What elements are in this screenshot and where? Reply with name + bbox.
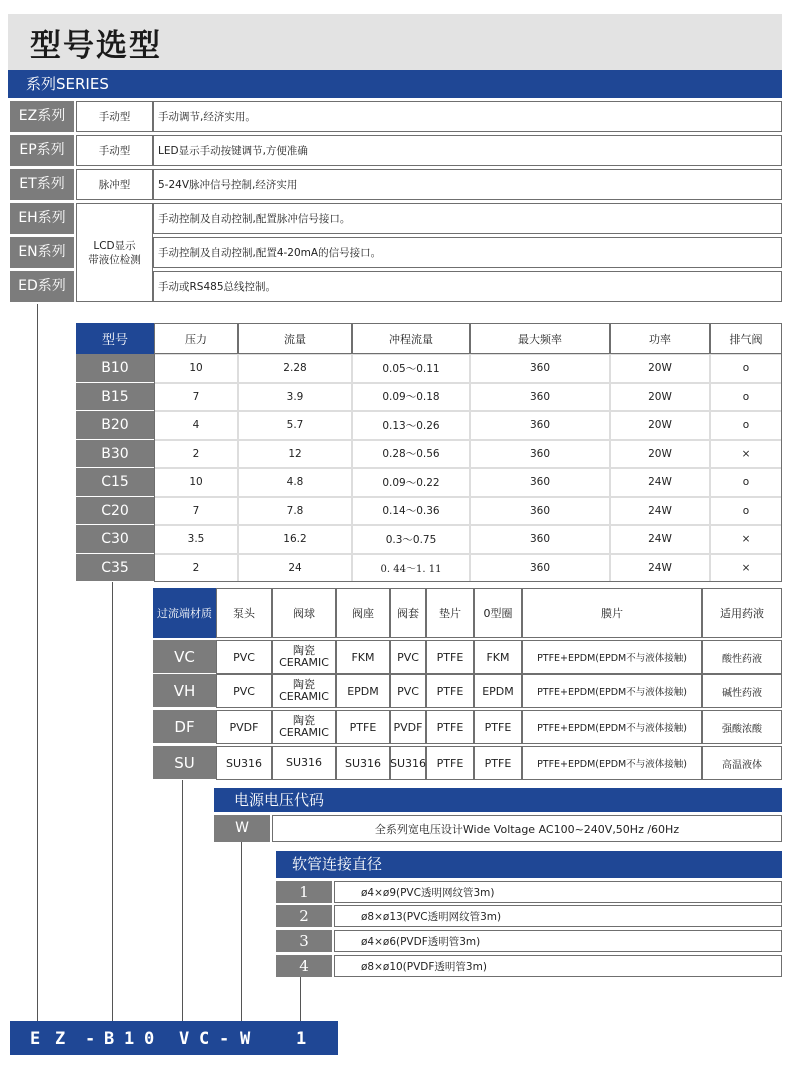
material-code: VC — [153, 640, 216, 674]
merged-type-line1: LCD显示 — [93, 239, 136, 252]
model-code: B20 — [76, 411, 154, 440]
model-cell: 5.7 — [238, 411, 352, 440]
material-cell: PTFE+EPDM(EPDM不与液体接触) — [522, 710, 702, 744]
connector-hose — [300, 977, 301, 1021]
material-cell: FKM — [336, 640, 390, 674]
connector-voltage — [241, 842, 242, 1021]
model-cell: × — [710, 440, 782, 469]
model-cell: 4.8 — [238, 468, 352, 497]
page-title: 型号选型 — [30, 28, 162, 64]
model-cell: 360 — [470, 411, 610, 440]
model-cell: 0.28～0.56 — [352, 440, 470, 469]
model-code: C35 — [76, 554, 154, 583]
material-header-cell: 适用药液 — [702, 588, 782, 638]
example-code-char: - — [219, 1029, 230, 1049]
example-code-char: 0 — [144, 1029, 155, 1049]
model-cell: 2 — [154, 440, 238, 469]
example-code-char: Z — [55, 1029, 66, 1049]
model-cell: o — [710, 383, 782, 412]
series-desc: 手动或RS485总线控制。 — [153, 271, 782, 302]
series-type: 手动型 — [76, 135, 153, 166]
model-cell: × — [710, 525, 782, 554]
model-cell: 24W — [610, 468, 710, 497]
model-cell: 360 — [470, 525, 610, 554]
series-desc: 5-24V脉冲信号控制,经济实用 — [153, 169, 782, 200]
connector-series — [37, 304, 38, 1021]
model-code: C20 — [76, 497, 154, 526]
model-cell: 0.05～0.11 — [352, 354, 470, 383]
model-cell: 7.8 — [238, 497, 352, 526]
material-cell: PTFE — [474, 746, 522, 780]
ball-line1: SU316 — [285, 756, 323, 769]
model-cell: 2 — [154, 554, 238, 583]
model-cell: o — [710, 354, 782, 383]
series-code: EZ系列 — [10, 101, 74, 132]
material-header-cell: 过流端材质 — [153, 588, 216, 638]
model-cell: 3.9 — [238, 383, 352, 412]
model-cell: 360 — [470, 354, 610, 383]
series-desc: 手动控制及自动控制,配置4-20mA的信号接口。 — [153, 237, 782, 268]
model-cell: 360 — [470, 554, 610, 583]
material-cell: EPDM — [336, 674, 390, 708]
material-cell: PTFE — [426, 674, 474, 708]
model-code: B30 — [76, 440, 154, 469]
model-cell: 4 — [154, 411, 238, 440]
series-code: EN系列 — [10, 237, 74, 268]
material-cell: PVC — [216, 674, 272, 708]
model-cell: 360 — [470, 468, 610, 497]
series-code: EH系列 — [10, 203, 74, 234]
material-cell: PTFE+EPDM(EPDM不与液体接触) — [522, 674, 702, 708]
model-code: B15 — [76, 383, 154, 412]
series-code: EP系列 — [10, 135, 74, 166]
model-cell: 360 — [470, 497, 610, 526]
model-code: C15 — [76, 468, 154, 497]
model-cell: 0.09～0.22 — [352, 468, 470, 497]
material-cell: 高温液体 — [702, 746, 782, 780]
model-cell: 12 — [238, 440, 352, 469]
model-cell: 0.14～0.36 — [352, 497, 470, 526]
model-cell: 20W — [610, 411, 710, 440]
material-code: SU — [153, 746, 216, 780]
voltage-code: W — [214, 815, 270, 842]
model-header-cell: 型号 — [76, 323, 154, 354]
series-code: ED系列 — [10, 271, 74, 302]
model-cell: 0.09～0.18 — [352, 383, 470, 412]
series-code: ET系列 — [10, 169, 74, 200]
model-cell: 3.5 — [154, 525, 238, 554]
model-cell: 16.2 — [238, 525, 352, 554]
example-code-char: C — [199, 1029, 210, 1049]
voltage-desc: 全系列宽电压设计Wide Voltage AC100~240V,50Hz /60Hz — [272, 815, 782, 842]
model-cell: o — [710, 411, 782, 440]
hose-code: 4 — [276, 955, 332, 977]
example-code-char: - — [85, 1029, 96, 1049]
merged-type-line2: 带液位检测 — [88, 253, 141, 266]
material-header-cell: 阀座 — [336, 588, 390, 638]
model-header-cell: 压力 — [154, 323, 238, 354]
hose-desc: ø8×ø13(PVC透明网纹管3m) — [334, 905, 782, 927]
model-cell: 360 — [470, 383, 610, 412]
material-header-cell: 0型圈 — [474, 588, 522, 638]
model-cell: 0. 44～1. 11 — [352, 554, 470, 583]
material-cell: 强酸浓酸 — [702, 710, 782, 744]
ball-line2: CERAMIC — [279, 656, 329, 669]
material-cell: PVC — [390, 674, 426, 708]
material-cell: 酸性药液 — [702, 640, 782, 674]
material-cell: PVDF — [390, 710, 426, 744]
model-cell: 0.13～0.26 — [352, 411, 470, 440]
material-cell: PTFE — [426, 710, 474, 744]
model-cell: 0.3～0.75 — [352, 525, 470, 554]
material-cell: PTFE — [336, 710, 390, 744]
model-cell: o — [710, 468, 782, 497]
ball-line1: 陶瓷 — [293, 714, 315, 727]
model-cell: 7 — [154, 497, 238, 526]
connector-material — [182, 780, 183, 1021]
material-cell: FKM — [474, 640, 522, 674]
hose-desc: ø4×ø9(PVC透明网纹管3m) — [334, 881, 782, 903]
material-ball — [272, 640, 336, 674]
model-header-cell: 功率 — [610, 323, 710, 354]
material-cell: PVC — [390, 640, 426, 674]
model-cell: 20W — [610, 354, 710, 383]
model-cell: 20W — [610, 383, 710, 412]
material-cell: SU316 — [336, 746, 390, 780]
material-cell: 碱性药液 — [702, 674, 782, 708]
material-ball — [272, 674, 336, 708]
material-header-cell: 垫片 — [426, 588, 474, 638]
example-code-char: W — [240, 1029, 251, 1049]
hose-code: 2 — [276, 905, 332, 927]
model-cell: 10 — [154, 468, 238, 497]
material-ball — [272, 746, 336, 780]
material-code: DF — [153, 710, 216, 744]
model-header-cell: 最大频率 — [470, 323, 610, 354]
model-code: B10 — [76, 354, 154, 383]
model-cell: 24 — [238, 554, 352, 583]
model-cell: 10 — [154, 354, 238, 383]
material-ball — [272, 710, 336, 744]
material-cell: EPDM — [474, 674, 522, 708]
series-desc: LED显示手动按键调节,方便准确 — [153, 135, 782, 166]
model-table-border — [154, 323, 782, 582]
material-cell: SU316 — [216, 746, 272, 780]
example-code-char: E — [30, 1029, 41, 1049]
example-code-char: B — [104, 1029, 115, 1049]
series-header: 系列SERIES — [8, 70, 782, 98]
model-cell: × — [710, 554, 782, 583]
ball-line1: 陶瓷 — [293, 678, 315, 691]
model-cell: o — [710, 497, 782, 526]
connector-model — [112, 580, 113, 1021]
example-code-char: 1 — [124, 1029, 135, 1049]
material-cell: SU316 — [390, 746, 426, 780]
material-cell: PVDF — [216, 710, 272, 744]
material-cell: PVC — [216, 640, 272, 674]
hose-desc: ø8×ø10(PVDF透明管3m) — [334, 955, 782, 977]
ball-line2: CERAMIC — [279, 690, 329, 703]
series-type-merged — [76, 203, 153, 302]
voltage-header: 电源电压代码 — [214, 788, 782, 812]
material-cell: PTFE+EPDM(EPDM不与液体接触) — [522, 746, 702, 780]
example-code-char: V — [179, 1029, 190, 1049]
ball-line2: CERAMIC — [279, 726, 329, 739]
series-desc: 手动控制及自动控制,配置脉冲信号接口。 — [153, 203, 782, 234]
series-type: 脉冲型 — [76, 169, 153, 200]
model-cell: 360 — [470, 440, 610, 469]
model-cell: 2.28 — [238, 354, 352, 383]
material-cell: PTFE — [474, 710, 522, 744]
ball-line1: 陶瓷 — [293, 644, 315, 657]
hose-code: 3 — [276, 930, 332, 952]
series-type: 手动型 — [76, 101, 153, 132]
model-cell: 24W — [610, 554, 710, 583]
material-header-cell: 膜片 — [522, 588, 702, 638]
material-cell: PTFE+EPDM(EPDM不与液体接触) — [522, 640, 702, 674]
model-cell: 7 — [154, 383, 238, 412]
hose-code: 1 — [276, 881, 332, 903]
model-cell: 24W — [610, 497, 710, 526]
hose-desc: ø4×ø6(PVDF透明管3m) — [334, 930, 782, 952]
model-header-cell: 冲程流量 — [352, 323, 470, 354]
example-code-char: 1 — [296, 1029, 307, 1049]
series-desc: 手动调节,经济实用。 — [153, 101, 782, 132]
material-code: VH — [153, 674, 216, 708]
material-header-cell: 阀套 — [390, 588, 426, 638]
material-cell: PTFE — [426, 640, 474, 674]
material-header-cell: 阀球 — [272, 588, 336, 638]
material-header-cell: 泵头 — [216, 588, 272, 638]
hose-header: 软管连接直径 — [276, 851, 782, 878]
model-code: C30 — [76, 525, 154, 554]
model-header-cell: 排气阀 — [710, 323, 782, 354]
material-cell: PTFE — [426, 746, 474, 780]
model-cell: 20W — [610, 440, 710, 469]
model-cell: 24W — [610, 525, 710, 554]
model-header-cell: 流量 — [238, 323, 352, 354]
